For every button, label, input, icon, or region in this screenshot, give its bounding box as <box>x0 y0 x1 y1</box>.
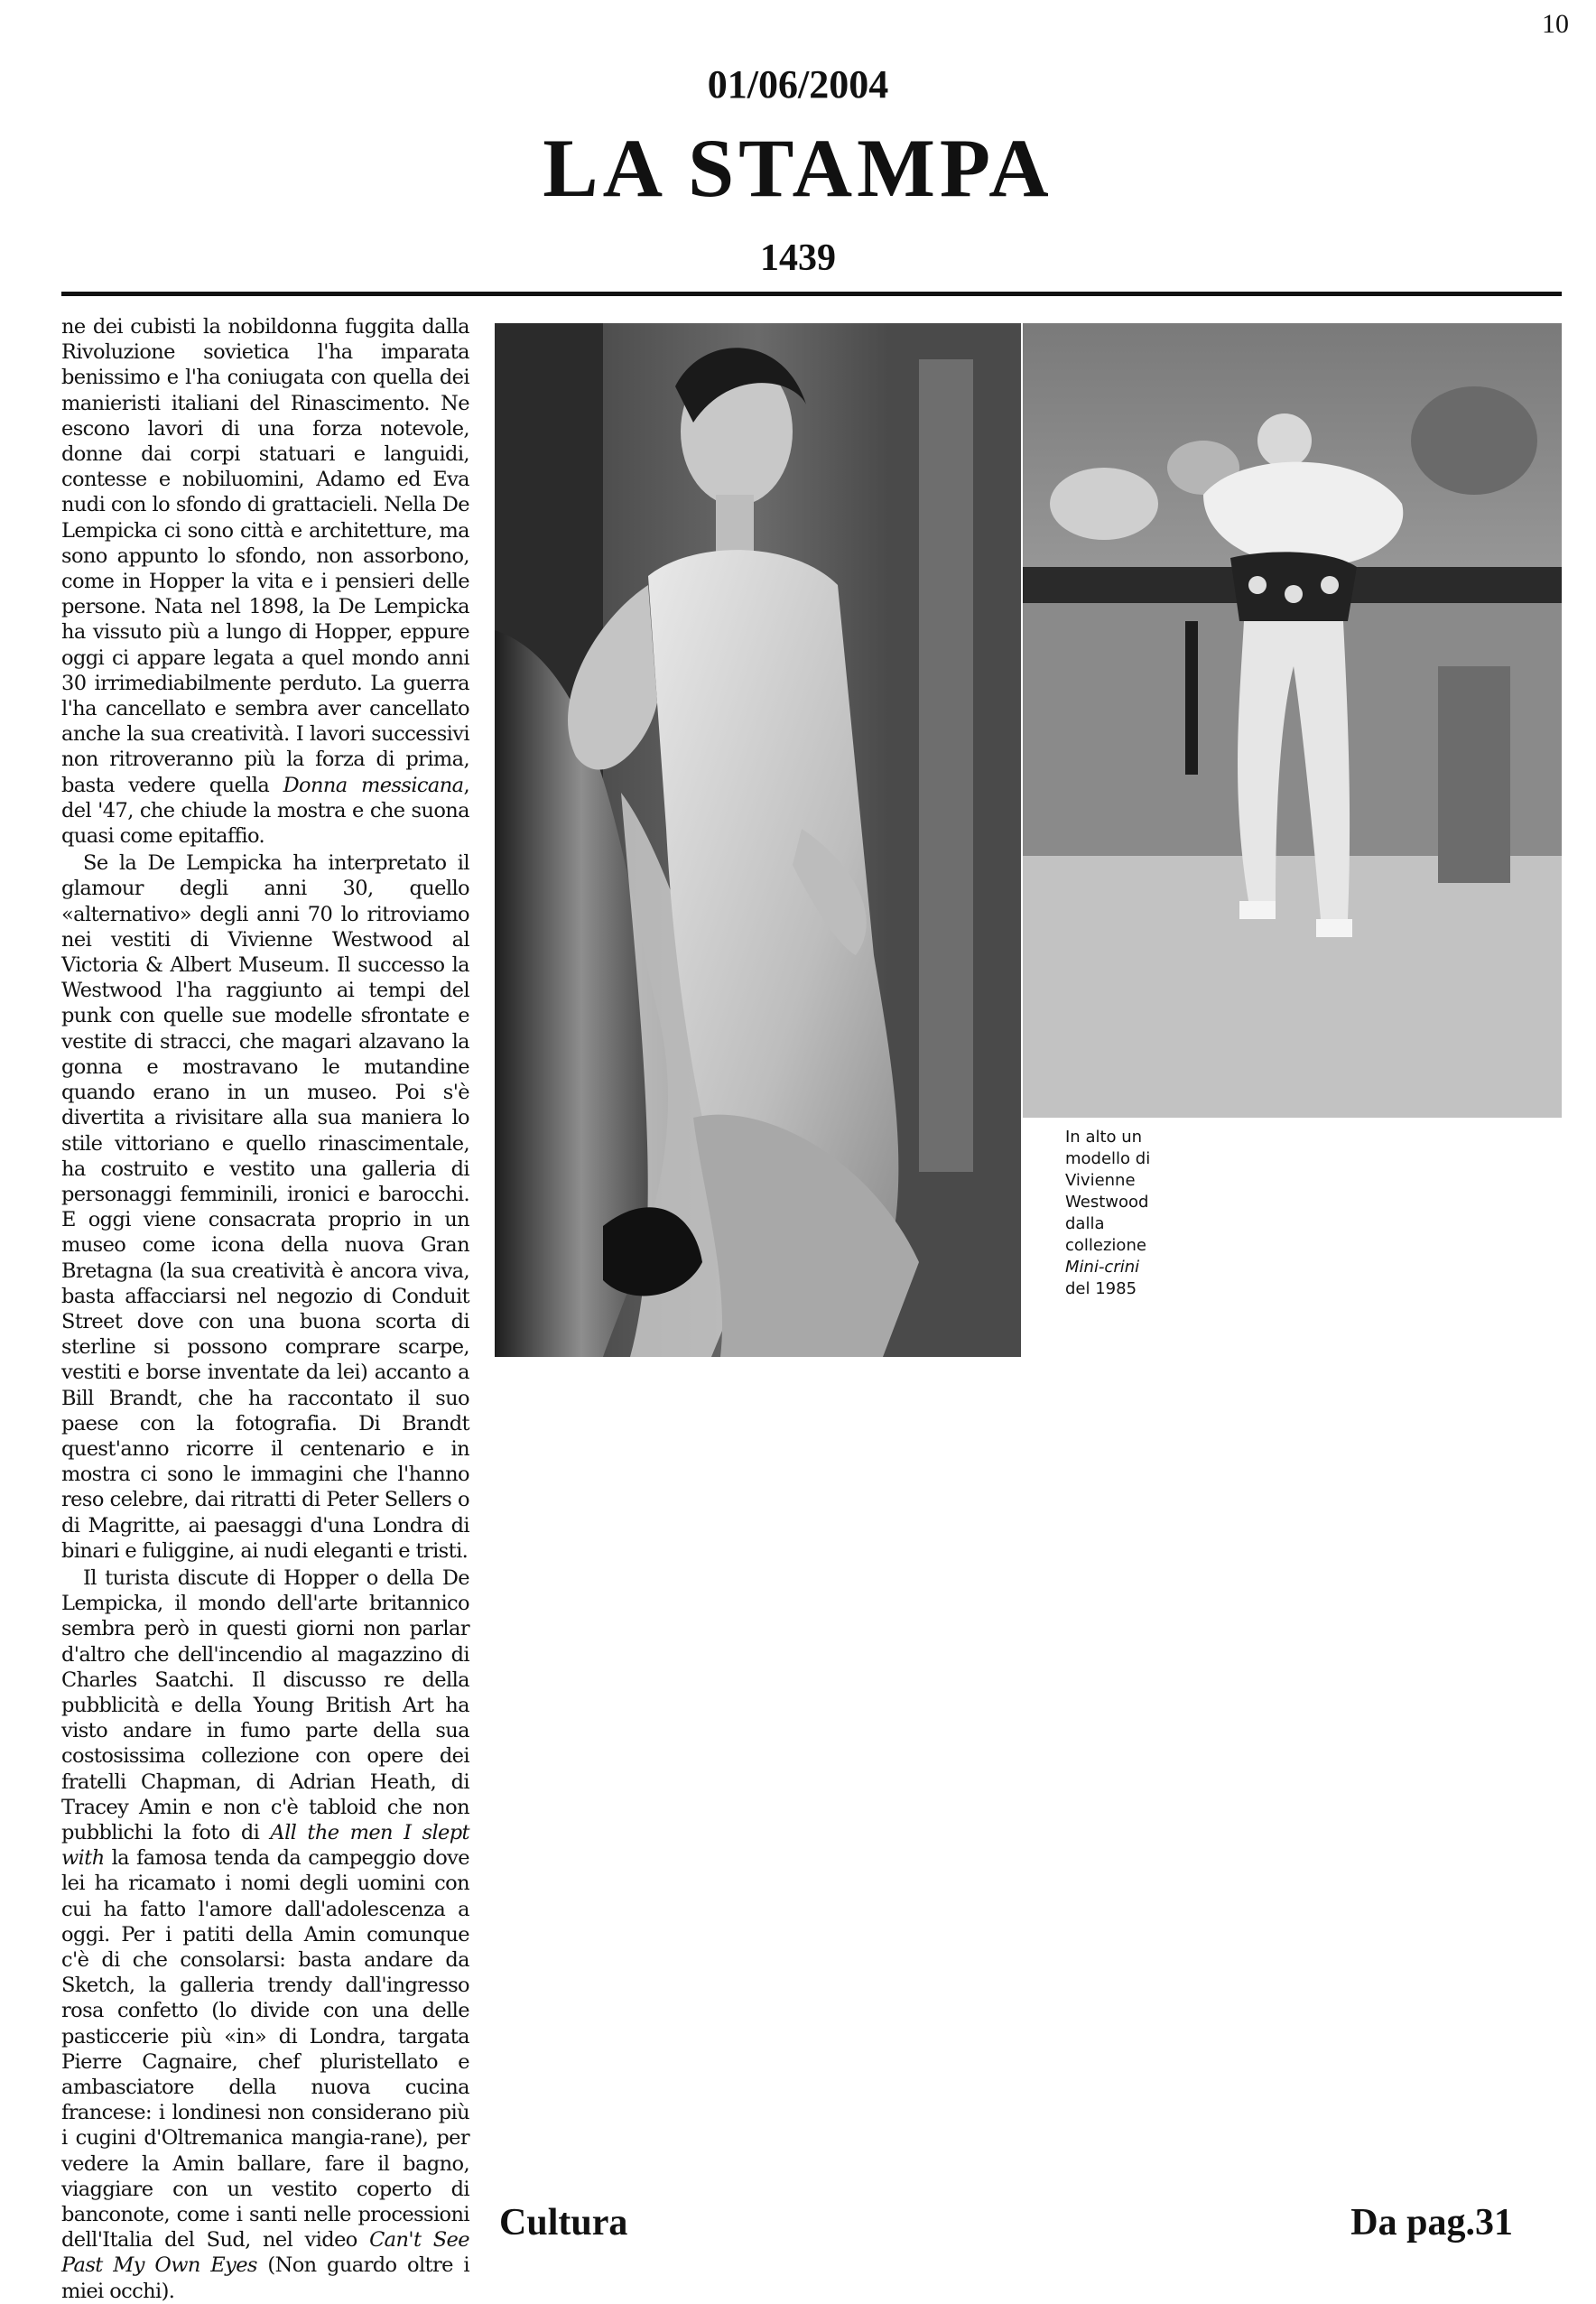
text-run: la famosa tenda da campeggio dove lei ha ricamato i nomi degli uomini con cui ha fatto l'amore dall'adolescenza a oggi. Per i patiti della Amin comunque c'è di che consolarsi: basta andare da Sketch, la galleria trendy dall'ingresso rosa confetto (lo divide con una delle pasticcerie più «in» di Londra, targata Pierre Cagnaire, chef pluristellato e ambasciatore della nuova cucina francese: i londinesi non considerano più i cugini d'Oltremanica mangia-rane), per vedere la Amin ballare, fare il bagno, viaggiare con un vestito coperto di banconote, come i santi nelle processioni dell'Italia del Sud, nel video <box>61 1846 469 2253</box>
header-rule <box>61 292 1562 296</box>
text-run: (Non guardo oltre i miei occhi). <box>61 2253 469 2303</box>
italic-title: All the men I slept with <box>61 1820 470 1871</box>
text-run: Il turista discute di Hopper o della De Lempicka, il mondo dell'arte britannico sembra però in questi giorni non parlar d'altro che dell'incendio al magazzino di Charles Saatchi. Il discusso re della pubblicità e della Young British Art ha visto andare in fumo parte della sua costosissima collezione con opere dei fratelli Chapman, di Adrian Heath, di Tracey Amin e non c'è tabloid che non pubblichi la foto di <box>61 1565 469 1844</box>
photo-lempicka-portrait <box>495 323 1021 1357</box>
footer-page-reference: Da pag.31 <box>1350 2202 1513 2244</box>
article-text-column <box>61 314 469 2304</box>
article-paragraph <box>61 314 469 849</box>
masthead: LA STAMPA <box>543 122 1053 214</box>
caption-line: del 1985 <box>1065 1279 1137 1298</box>
text-run: , del '47, che chiude la mostra e che suona quasi come epitaffio. <box>61 773 469 849</box>
article-paragraph <box>61 1565 469 2304</box>
issue-date: 01/06/2004 <box>707 62 889 107</box>
caption-line: Vivienne <box>1065 1171 1136 1190</box>
caption-line: collezione <box>1065 1236 1146 1255</box>
photo-caption <box>1065 1127 1183 1300</box>
text-run: Se la De Lempicka ha interpretato il glamour degli anni 30, quello «alternativo» degli anni 70 lo ritroviamo nei vestiti di Vivienne Westwood al Victoria & Albert Museum. Il successo la Westwood l'ha raggiunto ai tempi del punk con quelle sue modelle sfrontate e vestite di stracci, che magari alzavano la gonna e mostravano le mutandine quando erano in un museo. Poi s'è divertita a rivisitare alla sua maniera lo stile vittoriano e quello rinascimentale, ha costruito e vestito una galleria di personaggi femminili, ironici e barocchi. E oggi viene consacrata proprio in un museo come icona della nuova Gran Bretagna (la sua creatività è ancora viva, basta affacciarsi nel negozio di Conduit Street dove con una buona scorta di sterline si possono comprare scarpe, vestiti e borse inventate da lei) accanto a Bill Brandt, che ha raccontato il suo paese con la fotografia. Di Brandt quest'anno ricorre il centenario e in mostra ci sono le immagini che l'hanno reso celebre, dai ritratti di Peter Sellers o di Magritte, ai paesaggi d'una Londra di binari e fuliggine, ai nudi eleganti e tristi. <box>61 851 469 1563</box>
italic-title: Donna messicana <box>283 773 464 797</box>
caption-line: dalla <box>1065 1214 1105 1233</box>
text-run: ne dei cubisti la nobildonna fuggita dalla Rivoluzione sovietica l'ha imparata benissimo e l'ha coniugata con quella dei manieristi italiani del Rinascimento. Ne escono lavori di una forza notevole, donne dai corpi statuari e languidi, contesse e nobiluomini, Adamo ed Eva nudi con lo sfondo di grattacieli. Nella De Lempicka ci sono città e architetture, ma sono appunto lo sfondo, non assorbono, come in Hopper la vita e i pensieri delle persone. Nata nel 1898, la De Lempicka ha vissuto più a lungo di Hopper, eppure oggi ci appare legata a quel mondo anni 30 irrimediabilmente perduto. La guerra l'ha cancellato e sembra aver cancellato anche la sua creatività. I lavori successivi non ritroveranno più la forza di prima, basta vedere quella <box>61 315 469 797</box>
caption-line: modello di <box>1065 1149 1151 1168</box>
issue-number: 1439 <box>760 237 836 279</box>
article-paragraph <box>61 850 469 1564</box>
caption-line: In alto un <box>1065 1128 1143 1147</box>
caption-line-collection-name: Mini-crini <box>1065 1258 1140 1277</box>
italic-title: Can't See Past My Own Eyes <box>61 2228 469 2278</box>
footer-section: Cultura <box>499 2202 628 2244</box>
page-number: 10 <box>1542 9 1569 39</box>
photo-westwood-model <box>1023 323 1562 1118</box>
caption-line: Westwood <box>1065 1193 1149 1212</box>
